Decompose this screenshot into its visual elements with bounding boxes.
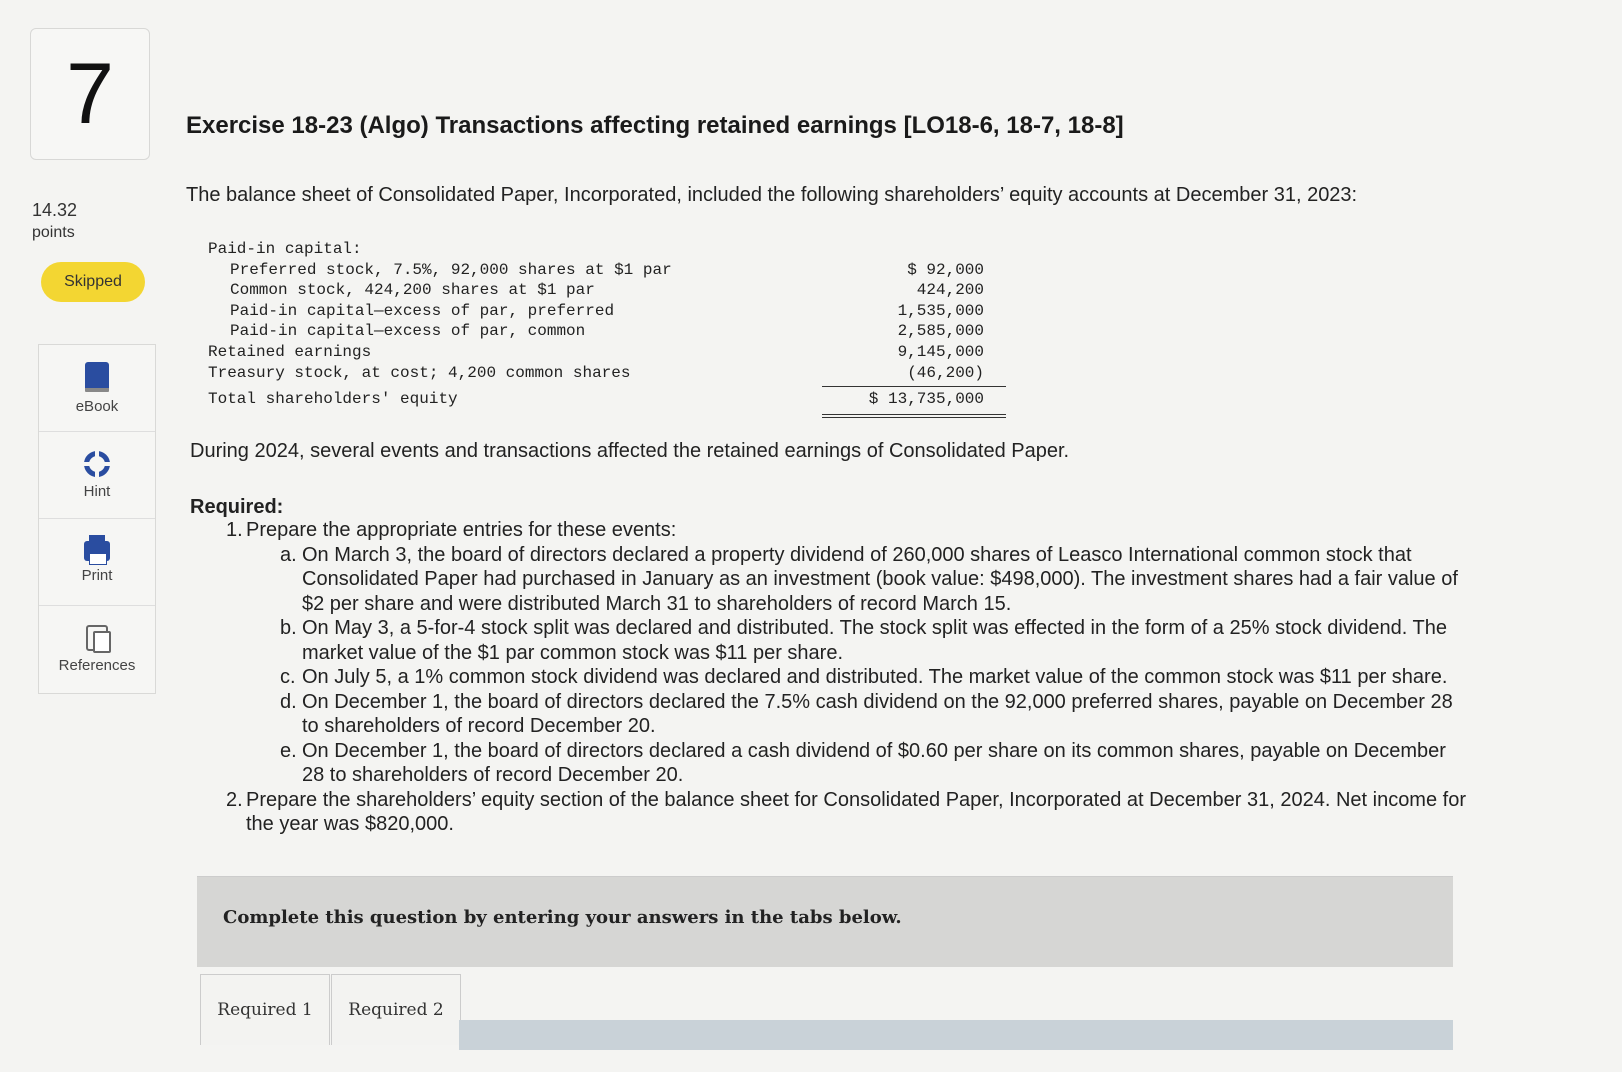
status-badge: Skipped [41,262,145,302]
sub-item [226,690,1466,739]
balance-sheet [208,240,1008,412]
sub-item [226,543,1466,617]
row-amount: (46,200) [907,363,984,382]
points-label: points [32,224,75,241]
balance-sheet-row [208,302,1008,323]
balance-sheet-row [208,364,1008,385]
hint-label: Hint [83,482,111,500]
print-button[interactable] [39,519,155,606]
sub-mark: a. [280,543,297,566]
lifebuoy-icon [84,451,110,477]
ebook-button[interactable] [39,345,155,432]
row-label: Paid-in capital—excess of par, common [230,322,586,341]
during-text: During 2024, several events and transactions affected the retained earnings of Consolidated Paper. [190,440,1070,462]
balance-sheet-total-row [208,384,1008,412]
sub-item [226,739,1466,788]
balance-sheet-header: Paid-in capital: [208,240,362,258]
ebook-label: eBook [75,397,119,415]
row-amount: 2,585,000 [897,322,984,341]
balance-sheet-row [208,322,1008,343]
item-text: Prepare the appropriate entries for these events: [246,519,677,541]
row-label: Paid-in capital—excess of par, preferred [230,301,615,320]
row-label: Retained earnings [208,342,372,361]
points-value: 14.32 [32,200,78,220]
sub-mark: d. [280,690,297,713]
subtotal-rule [822,386,1006,387]
question-number: 7 [66,45,114,142]
item-mark: 2. [226,788,243,811]
sub-mark: c. [280,666,296,688]
item-mark: 1. [226,519,243,541]
tab-required-1[interactable]: Required 1 [200,974,330,1045]
ebook-icon [85,362,109,392]
copy-icon [86,625,108,651]
balance-sheet-row [208,261,1008,282]
printer-icon [84,541,110,561]
required-heading: Required: [190,496,284,518]
instruction-banner [197,876,1453,967]
instruction-text: Complete this question by entering your answers in the tabs below. [223,907,902,928]
row-amount: 424,200 [916,281,984,300]
references-button[interactable] [39,606,155,692]
question-number-box [30,28,150,160]
sub-item [226,665,1466,690]
sub-text: On March 3, the board of directors declared a property dividend of 260,000 shares of Leasco International common stock that Consolidated Paper had purchased in January as an investment (book value: $498,000). The investment shares had a fair value of $2 per share and were distributed March 31 to shareholders of record March 15. [302,543,1458,615]
balance-sheet-row [208,343,1008,364]
hint-button[interactable] [39,432,155,519]
sub-text: On December 1, the board of directors declared the 7.5% cash dividend on the 92,000 preferred shares, payable on December 28 to shareholders of record December 20. [302,690,1453,737]
requirement-item [226,788,1466,837]
total-double-rule [822,417,1006,418]
row-amount: $ 92,000 [907,260,984,279]
sub-mark: b. [280,617,297,639]
print-label: Print [81,566,113,584]
tab-strip [459,1020,1453,1050]
sub-text: On May 3, a 5-for-4 stock split was declared and distributed. The stock split was effected in the form of a 25% stock dividend. The market value of the $1 par common stock was $11 per share. [302,617,1448,664]
exercise-title: Exercise 18-23 (Algo) Transactions affecting retained earnings [LO18-6, 18-7, 18-8] [186,112,1124,139]
sub-text: On July 5, a 1% common stock dividend was declared and distributed. The market value of the common stock was $11 per share. [302,666,1448,688]
sub-item [226,616,1466,665]
balance-sheet-header-row [208,240,1008,261]
references-label: References [58,656,136,674]
total-label: Total shareholders' equity [208,390,458,409]
tools-panel [38,344,156,694]
total-amount: $ 13,735,000 [868,390,984,409]
row-label: Treasury stock, at cost; 4,200 common shares [208,363,631,382]
sub-text: On December 1, the board of directors declared a cash dividend of $0.60 per share on its common shares, payable on December 28 to shareholders of record December 20. [302,739,1446,786]
item-text: Prepare the shareholders’ equity section of the balance sheet for Consolidated Paper, Incorporated at December 31, 2024. Net income for the year was $820,000. [246,788,1466,835]
row-label: Common stock, 424,200 shares at $1 par [230,281,595,300]
balance-sheet-row [208,281,1008,302]
total-double-rule [822,414,1006,415]
row-amount: 9,145,000 [897,342,984,361]
requirements-list [226,518,1466,837]
row-label: Preferred stock, 7.5%, 92,000 shares at $1 par [230,260,672,279]
exercise-intro: The balance sheet of Consolidated Paper, Incorporated, included the following shareholders’ equity accounts at December 31, 2023: [186,184,1358,206]
requirement-item [226,518,1466,543]
tab-required-2[interactable]: Required 2 [331,974,461,1045]
row-amount: 1,535,000 [897,301,984,320]
sub-mark: e. [280,739,297,762]
